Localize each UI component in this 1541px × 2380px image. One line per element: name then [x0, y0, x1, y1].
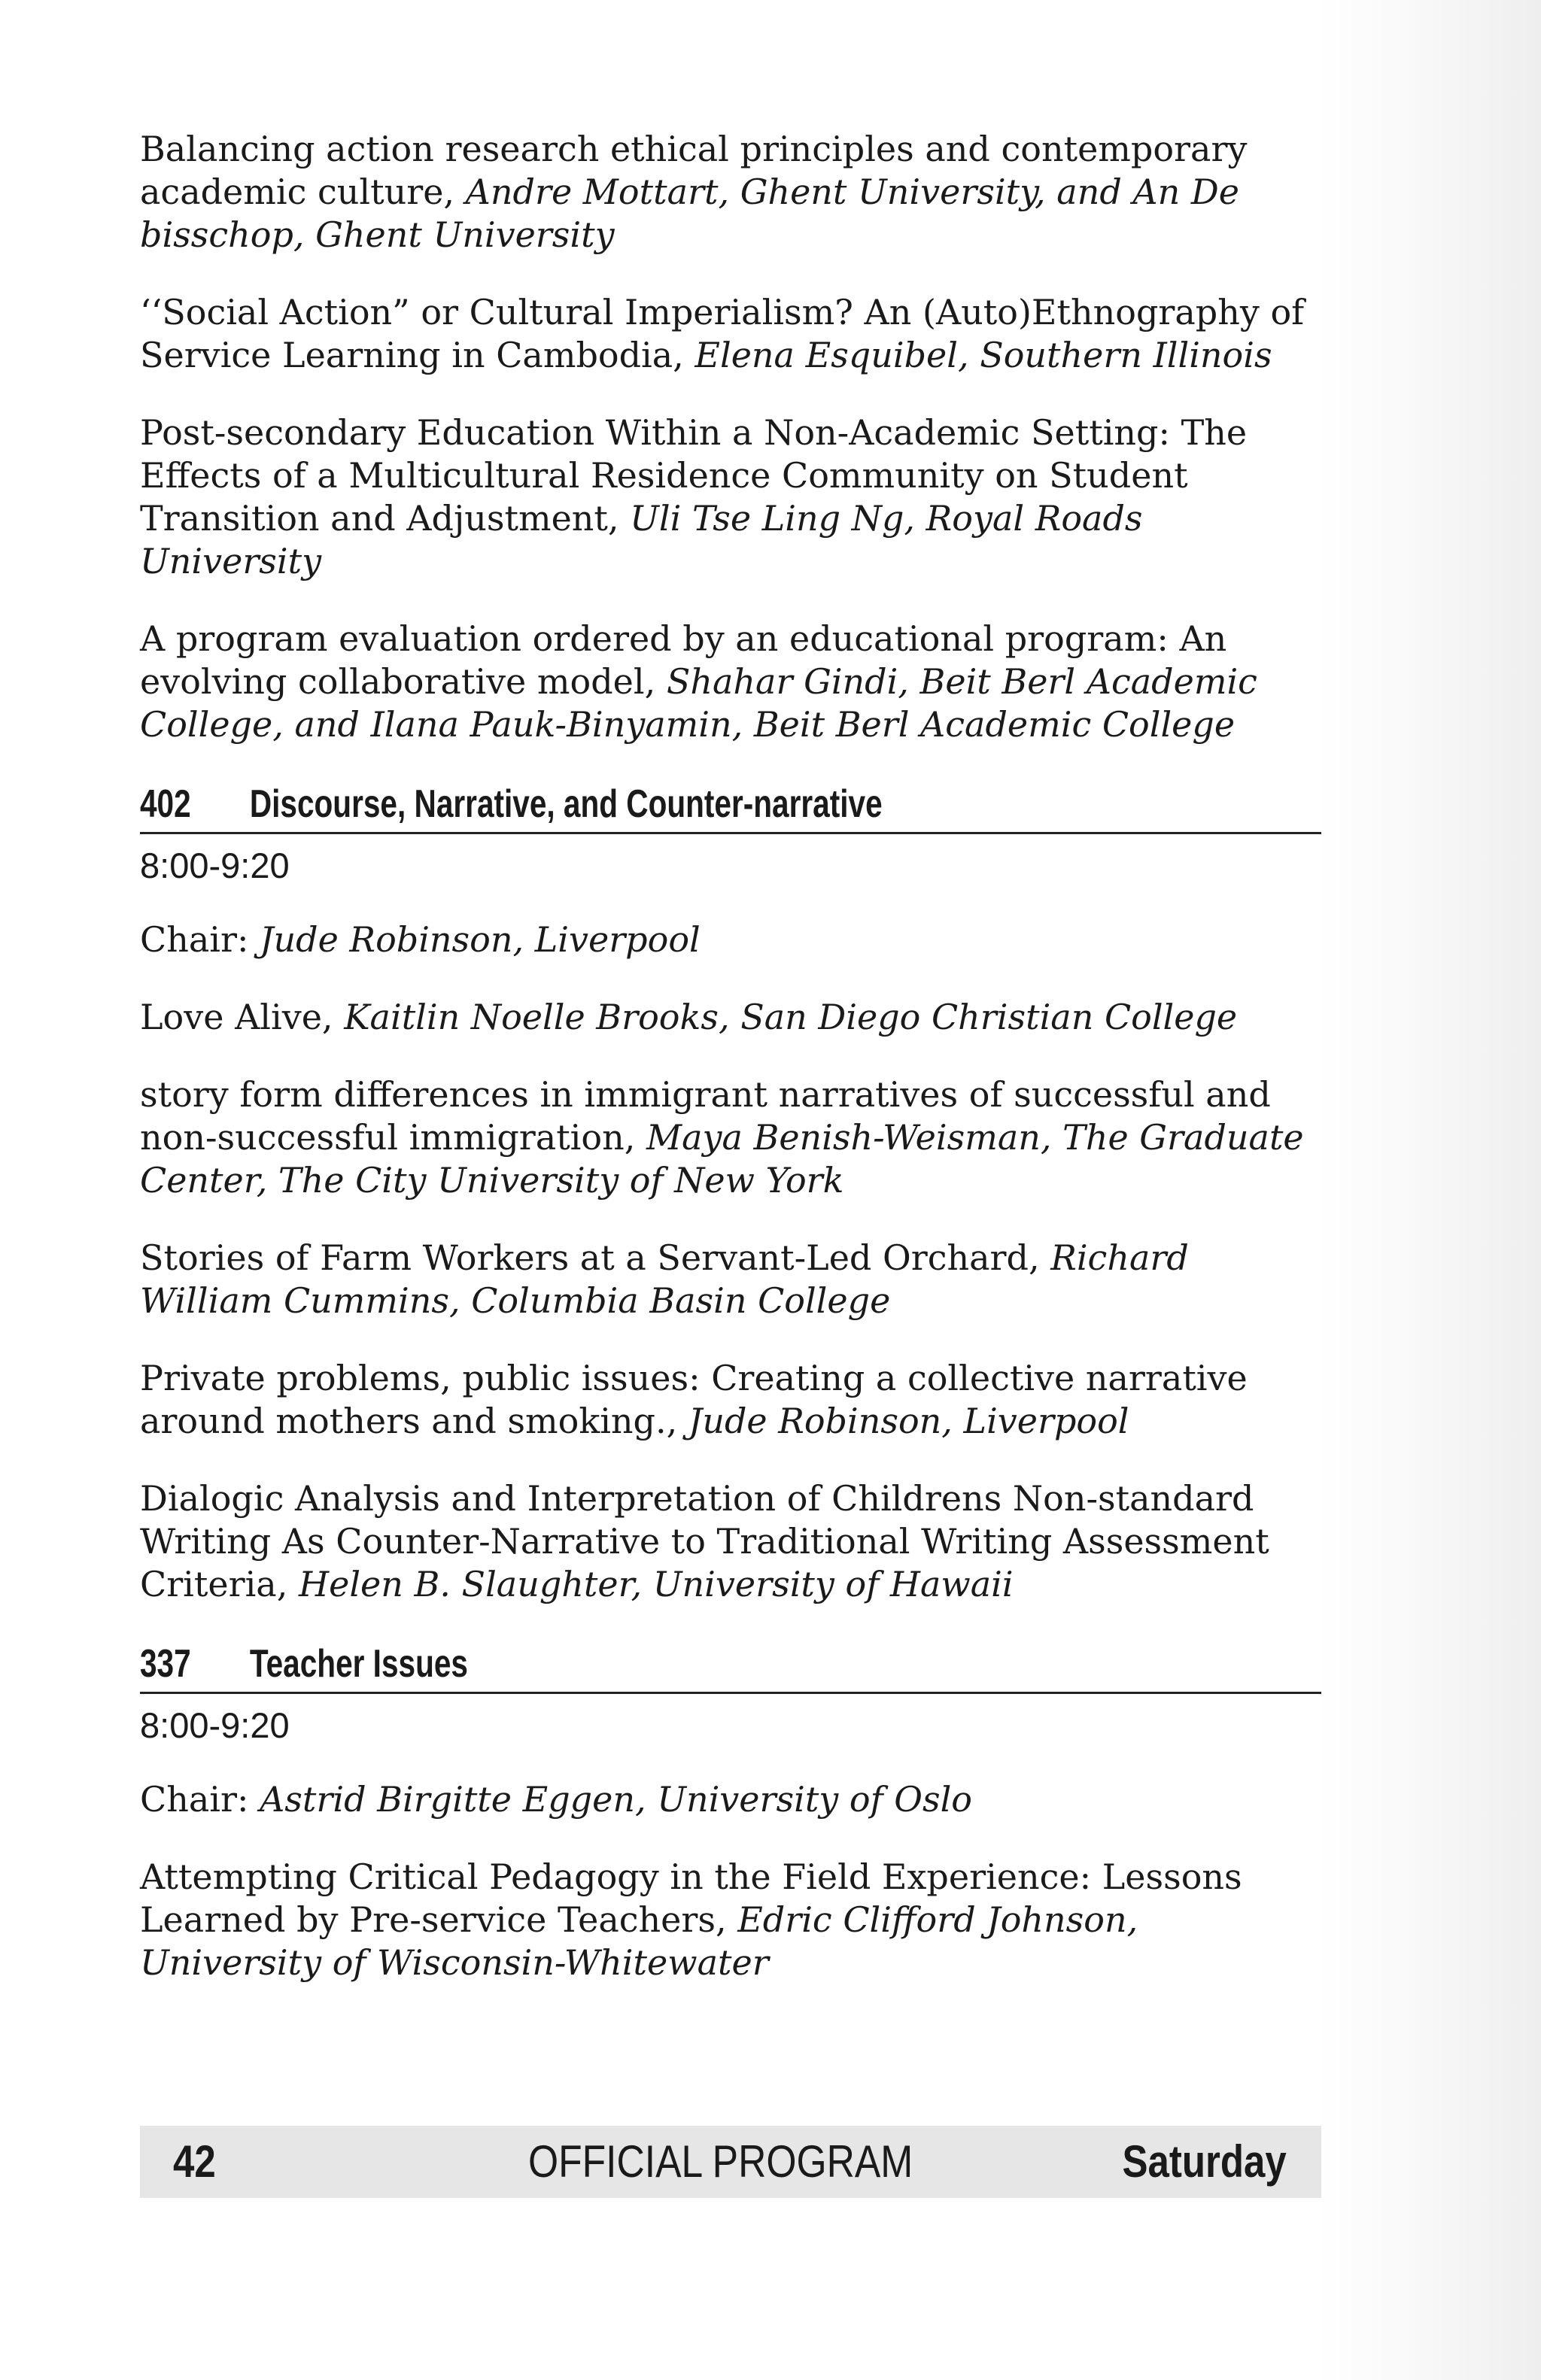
paper-authors: Helen B. Slaughter, University of Hawaii	[298, 1564, 1014, 1604]
paper-entry	[140, 1237, 1321, 1322]
footer-title: OFFICIAL PROGRAM	[528, 2136, 913, 2187]
paper-entry	[140, 1477, 1321, 1606]
session-title: Teacher Issues	[249, 1642, 468, 1686]
paper-entry	[140, 1073, 1321, 1202]
chair-label: Chair:	[140, 919, 249, 960]
paper-title: Post-secondary Education Within a Non-Academic Setting: The Effects of a Multicultural Residence Community on Student Transition and Adjustment,	[140, 412, 1248, 539]
session-number: 337	[140, 1642, 191, 1686]
paper-entry	[140, 618, 1321, 746]
session-time: 8:00-9:20	[140, 1705, 290, 1745]
session-rule	[140, 832, 1321, 834]
paper-entry	[140, 291, 1321, 377]
session-chair	[140, 1778, 1321, 1821]
paper-authors: Jude Robinson, Liverpool	[688, 1401, 1129, 1441]
page-content	[140, 128, 1321, 2019]
paper-title: Love Alive,	[140, 997, 333, 1037]
paper-title: A program evaluation ordered by an educational program: An evolving collaborative model,	[140, 618, 1227, 702]
session-chair	[140, 918, 1321, 961]
paper-title: Private problems, public issues: Creating a collective narrative around mothers and smoking.,	[140, 1358, 1248, 1441]
paper-authors: Uli Tse Ling Ng, Royal Roads University	[140, 498, 1143, 581]
session-rule	[140, 1692, 1321, 1694]
paper-entry	[140, 1357, 1321, 1443]
paper-authors: Kaitlin Noelle Brooks, San Diego Christian College	[344, 997, 1238, 1037]
paper-authors: Andre Mottart, Ghent University, and An De bisschop, Ghent University	[140, 172, 1239, 255]
paper-entry	[140, 128, 1321, 257]
paper-title: Stories of Farm Workers at a Servant-Led Orchard,	[140, 1237, 1040, 1278]
paper-title: story form differences in immigrant narratives of successful and non-successful immigration,	[140, 1074, 1271, 1158]
page-number: 42	[173, 2136, 216, 2187]
paper-authors: Edric Clifford Johnson, University of Wisconsin-Whitewater	[140, 1899, 1138, 1983]
paper-authors: Richard William Cummins, Columbia Basin College	[140, 1237, 1189, 1321]
paper-entry	[140, 411, 1321, 583]
paper-title: Dialogic Analysis and Interpretation of Childrens Non-standard Writing As Counter-Narrative to Traditional Writing Assessment Criteria,	[140, 1478, 1269, 1604]
chair-name: Astrid Birgitte Eggen, University of Oslo	[260, 1779, 972, 1820]
paper-authors: Shahar Gindi, Beit Berl Academic College, and Ilana Pauk-Binyamin, Beit Berl Academic College	[140, 661, 1257, 745]
chair-name: Jude Robinson, Liverpool	[260, 919, 701, 960]
chair-label: Chair:	[140, 1779, 249, 1820]
paper-entry	[140, 996, 1321, 1039]
session-title: Discourse, Narrative, and Counter-narrative	[249, 782, 883, 826]
footer-day: Saturday	[1122, 2136, 1287, 2187]
session-heading-337	[140, 1641, 1319, 1687]
paper-entry	[140, 1856, 1321, 1984]
session-number: 402	[140, 782, 191, 826]
paper-authors: Elena Esquibel, Southern Illinois	[695, 335, 1272, 375]
paper-title: Balancing action research ethical principles and contemporary academic culture,	[140, 129, 1248, 212]
page-footer	[140, 2126, 1321, 2198]
paper-authors: Maya Benish-Weisman, The Graduate Center, The City University of New York	[140, 1117, 1304, 1201]
session-heading-402	[140, 781, 1319, 827]
paper-title: ‘‘Social Action” or Cultural Imperialism? An (Auto)Ethnography of Service Learning in Cambodia,	[140, 292, 1305, 375]
session-time: 8:00-9:20	[140, 845, 290, 885]
page-edge-shading	[1315, 0, 1541, 2380]
paper-title: Attempting Critical Pedagogy in the Field Experience: Lessons Learned by Pre-service Teachers,	[140, 1856, 1242, 1940]
